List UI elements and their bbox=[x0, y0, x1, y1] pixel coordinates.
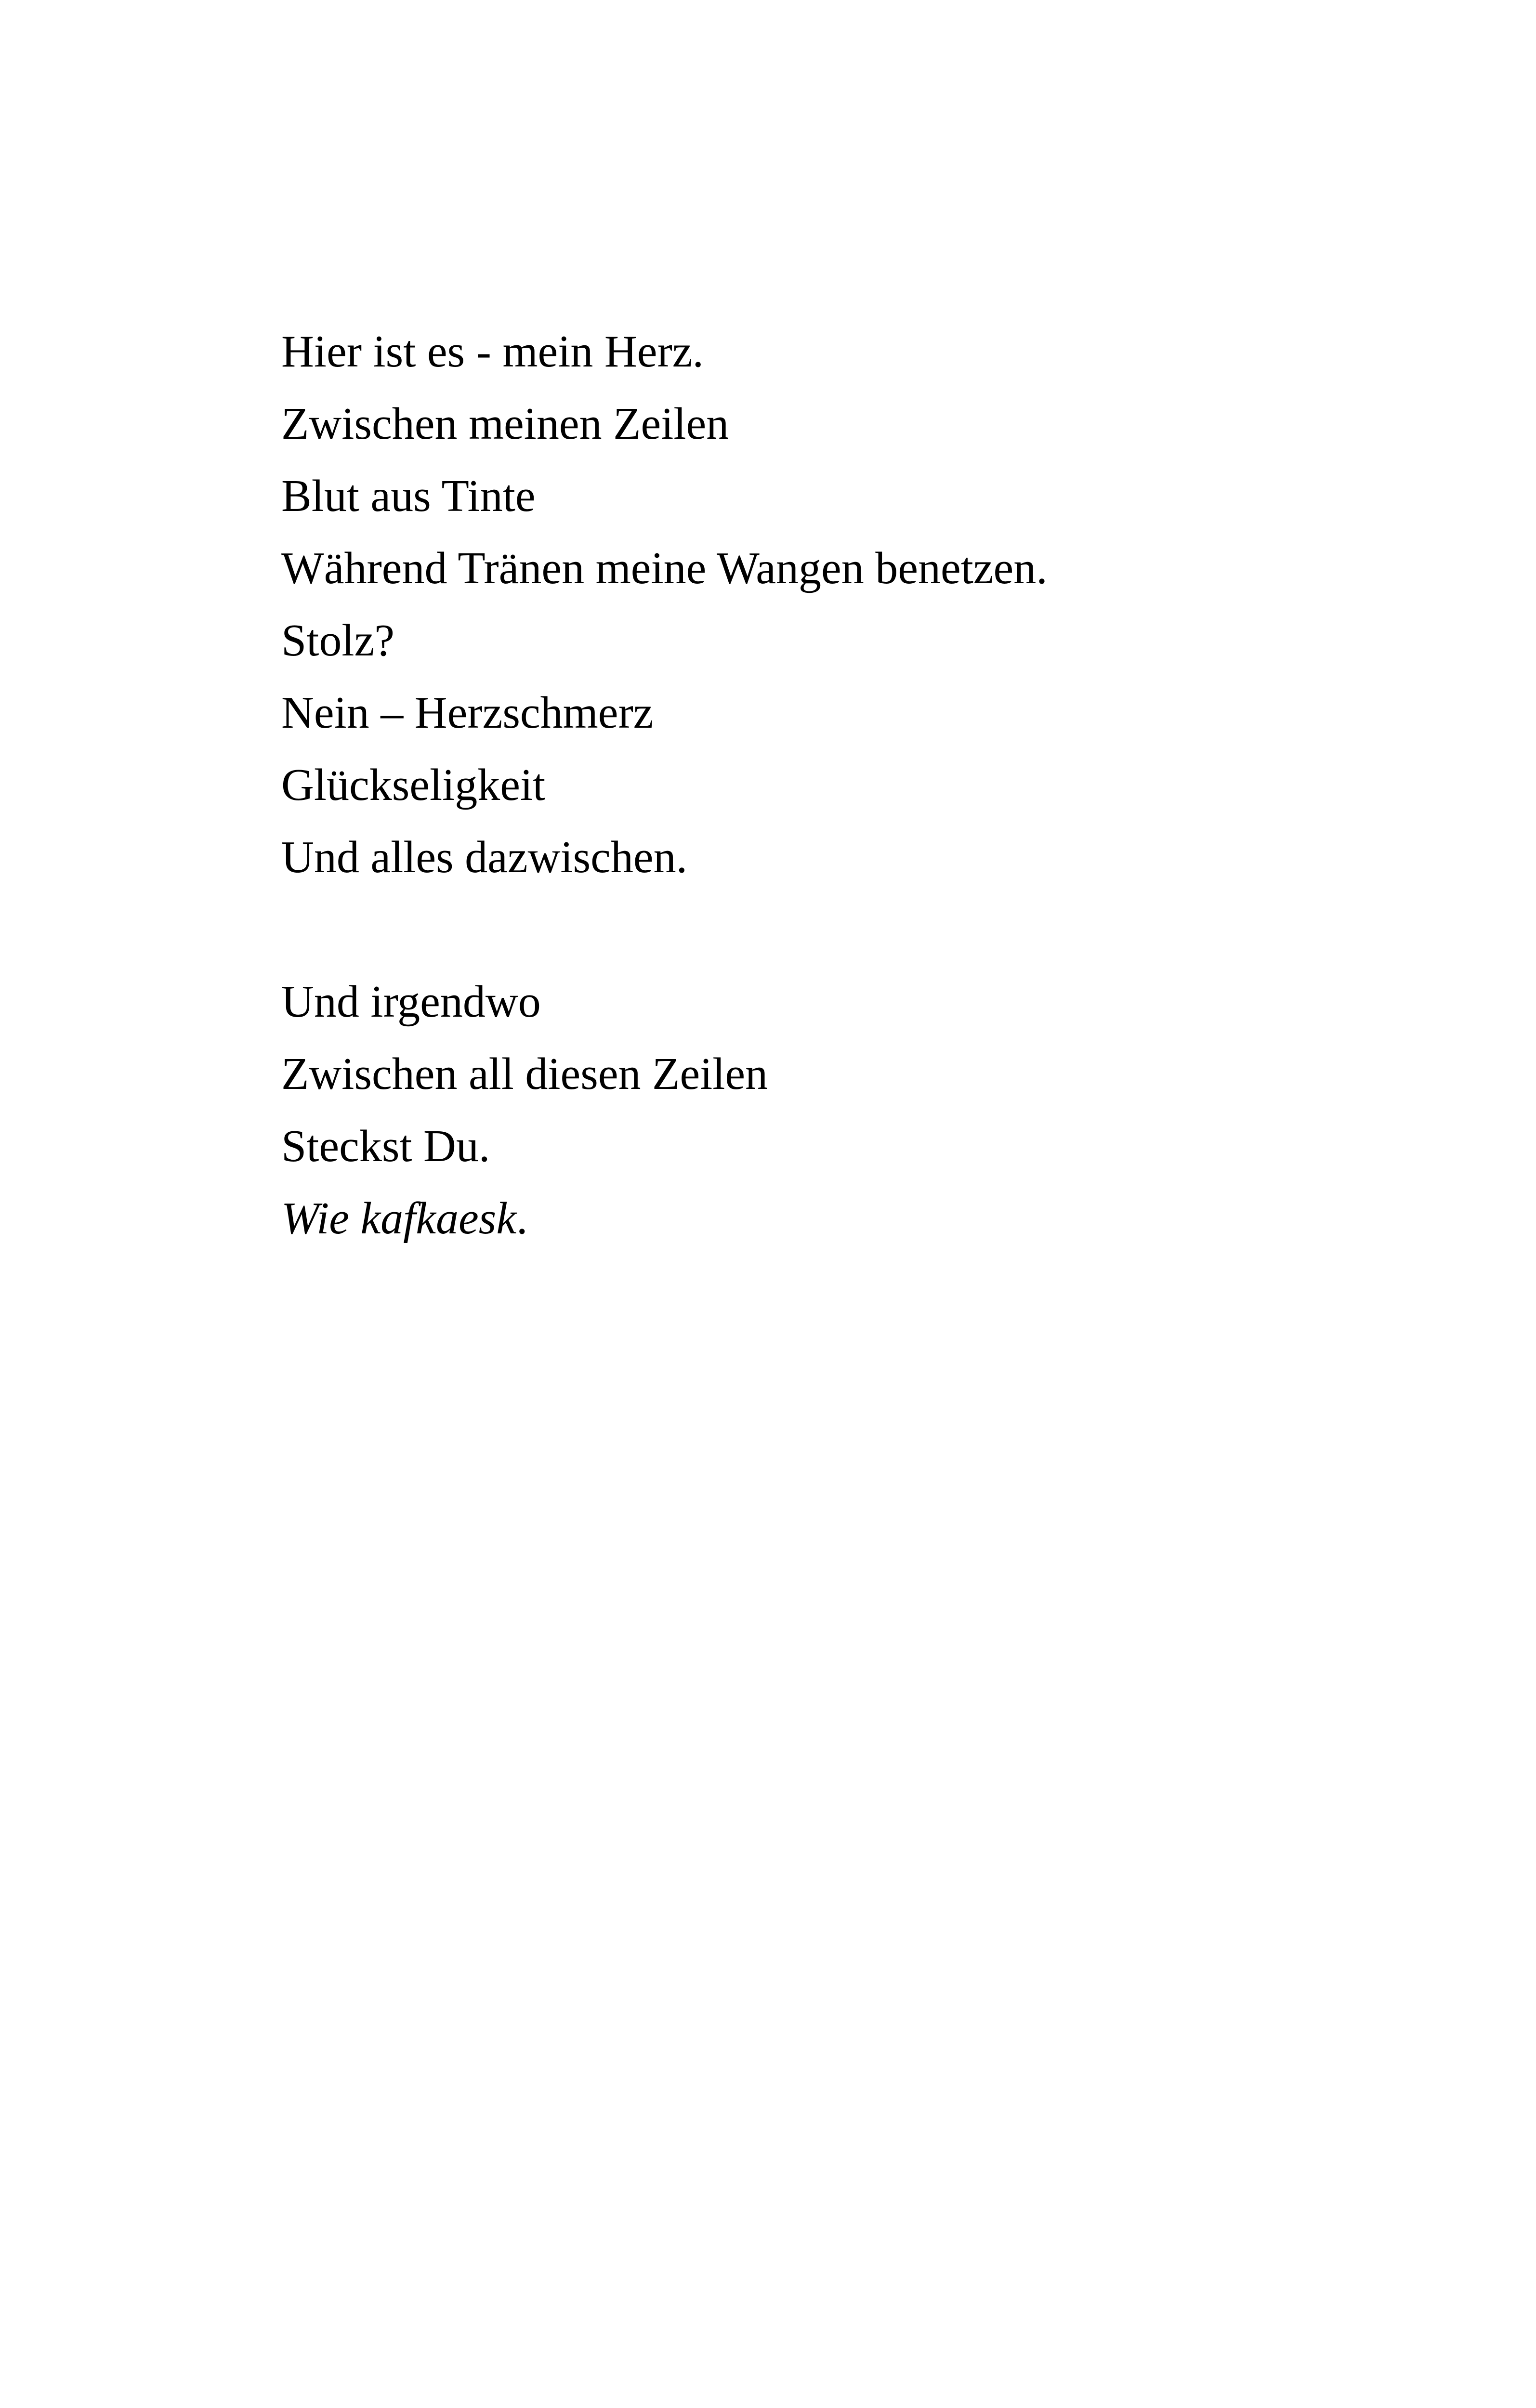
poem bbox=[281, 315, 1389, 1255]
poem-line: Blut aus Tinte bbox=[281, 471, 536, 521]
poem-line: Glückseligkeit bbox=[281, 760, 546, 810]
poem-stanza-1 bbox=[281, 315, 1389, 893]
poem-closing-italic: Wie kafkaesk bbox=[281, 1193, 517, 1243]
poem-line: Und alles dazwischen. bbox=[281, 832, 688, 882]
poem-stanza-2 bbox=[281, 966, 1389, 1255]
poem-line: Nein – Herzschmerz bbox=[281, 688, 654, 738]
poem-line: Und irgendwo bbox=[281, 977, 541, 1027]
poem-closing-punct: . bbox=[516, 1193, 528, 1243]
poem-closing-line bbox=[281, 1182, 1389, 1255]
poem-line: Zwischen meinen Zeilen bbox=[281, 399, 729, 449]
poem-line: Während Tränen meine Wangen benetzen. bbox=[281, 543, 1048, 593]
poem-line: Zwischen all diesen Zeilen bbox=[281, 1049, 768, 1099]
poem-line: Hier ist es - mein Herz. bbox=[281, 327, 704, 377]
poem-line: Stolz? bbox=[281, 615, 394, 666]
poem-line: Steckst Du. bbox=[281, 1121, 490, 1171]
